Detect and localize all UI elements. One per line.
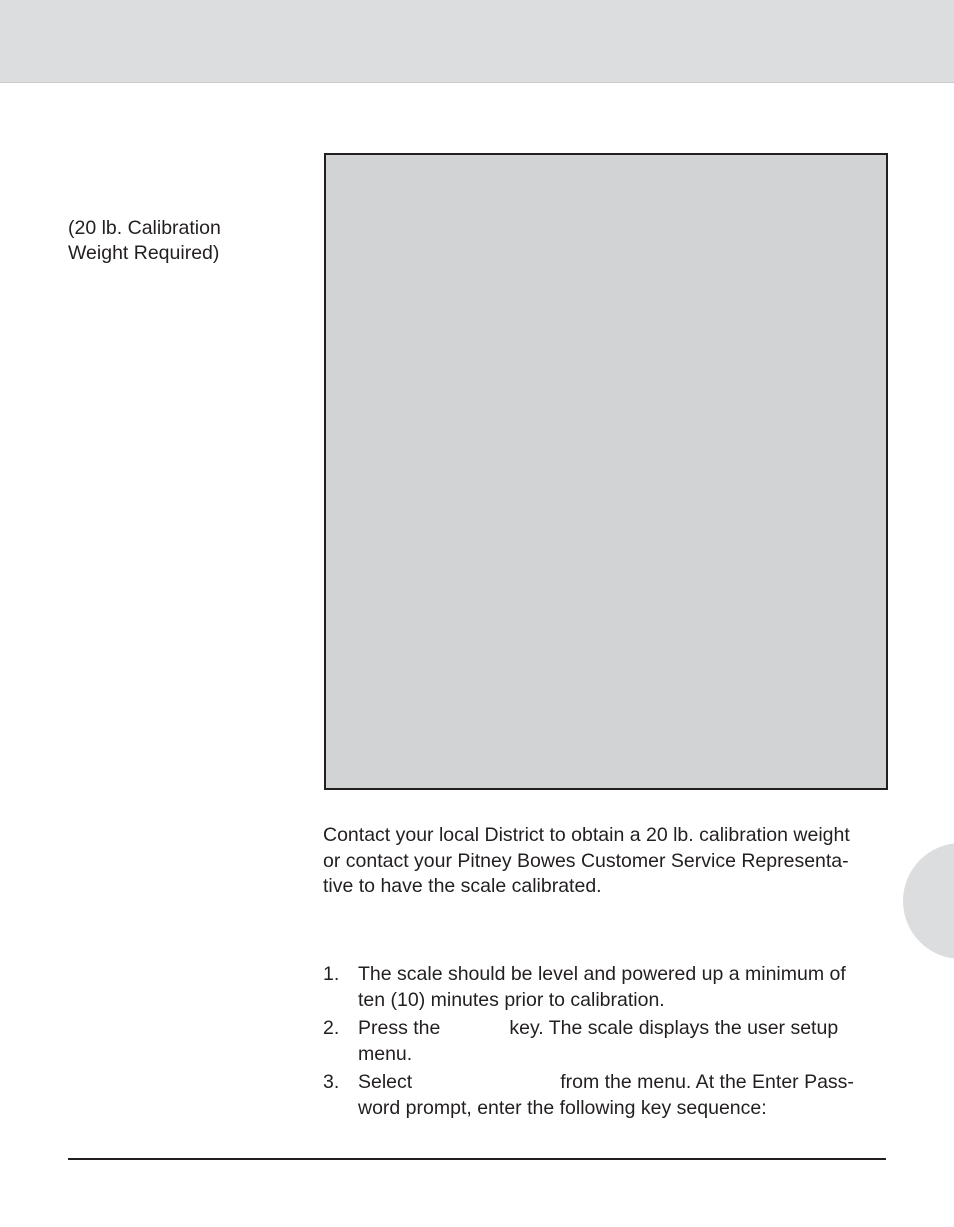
step-number: 3. <box>323 1071 340 1093</box>
footer-rule <box>68 1158 886 1160</box>
calibration-steps-list <box>323 962 893 1124</box>
step-1-line-2: ten (10) minutes prior to calibration. <box>358 988 665 1011</box>
step-3-line-2: word prompt, enter the following key sequence: <box>358 1096 767 1119</box>
step-2-text-before: Press the <box>358 1017 441 1039</box>
step-3-line-1 <box>358 1070 893 1096</box>
figure-placeholder <box>324 153 888 790</box>
side-note-line-1: (20 lb. Calibration <box>68 217 221 239</box>
step-2-line-2: menu. <box>358 1042 413 1065</box>
header-band <box>0 0 954 83</box>
step-2 <box>323 1016 893 1067</box>
contact-paragraph <box>323 823 893 900</box>
step-number: 2. <box>323 1017 340 1039</box>
contact-line-1: Contact your local District to obtain a 20 lb. calibration weight <box>323 824 850 846</box>
contact-line-3: tive to have the scale calibrated. <box>323 875 602 897</box>
step-3 <box>323 1070 893 1121</box>
step-1 <box>323 962 893 1013</box>
section-tab-marker <box>903 843 954 959</box>
contact-line-2: or contact your Pitney Bowes Customer Service Representa- <box>323 849 849 872</box>
side-note-line-2: Weight Required) <box>68 242 220 264</box>
step-3-text-after: from the menu. At the Enter Pass- <box>560 1071 854 1093</box>
step-2-text-after: key. The scale displays the user setup <box>509 1017 839 1039</box>
step-2-line-1 <box>358 1016 893 1042</box>
step-number: 1. <box>323 963 340 985</box>
step-1-line-1: The scale should be level and powered up a minimum of <box>358 963 846 985</box>
step-3-text-before: Select <box>358 1071 413 1093</box>
calibration-weight-note <box>68 216 268 266</box>
